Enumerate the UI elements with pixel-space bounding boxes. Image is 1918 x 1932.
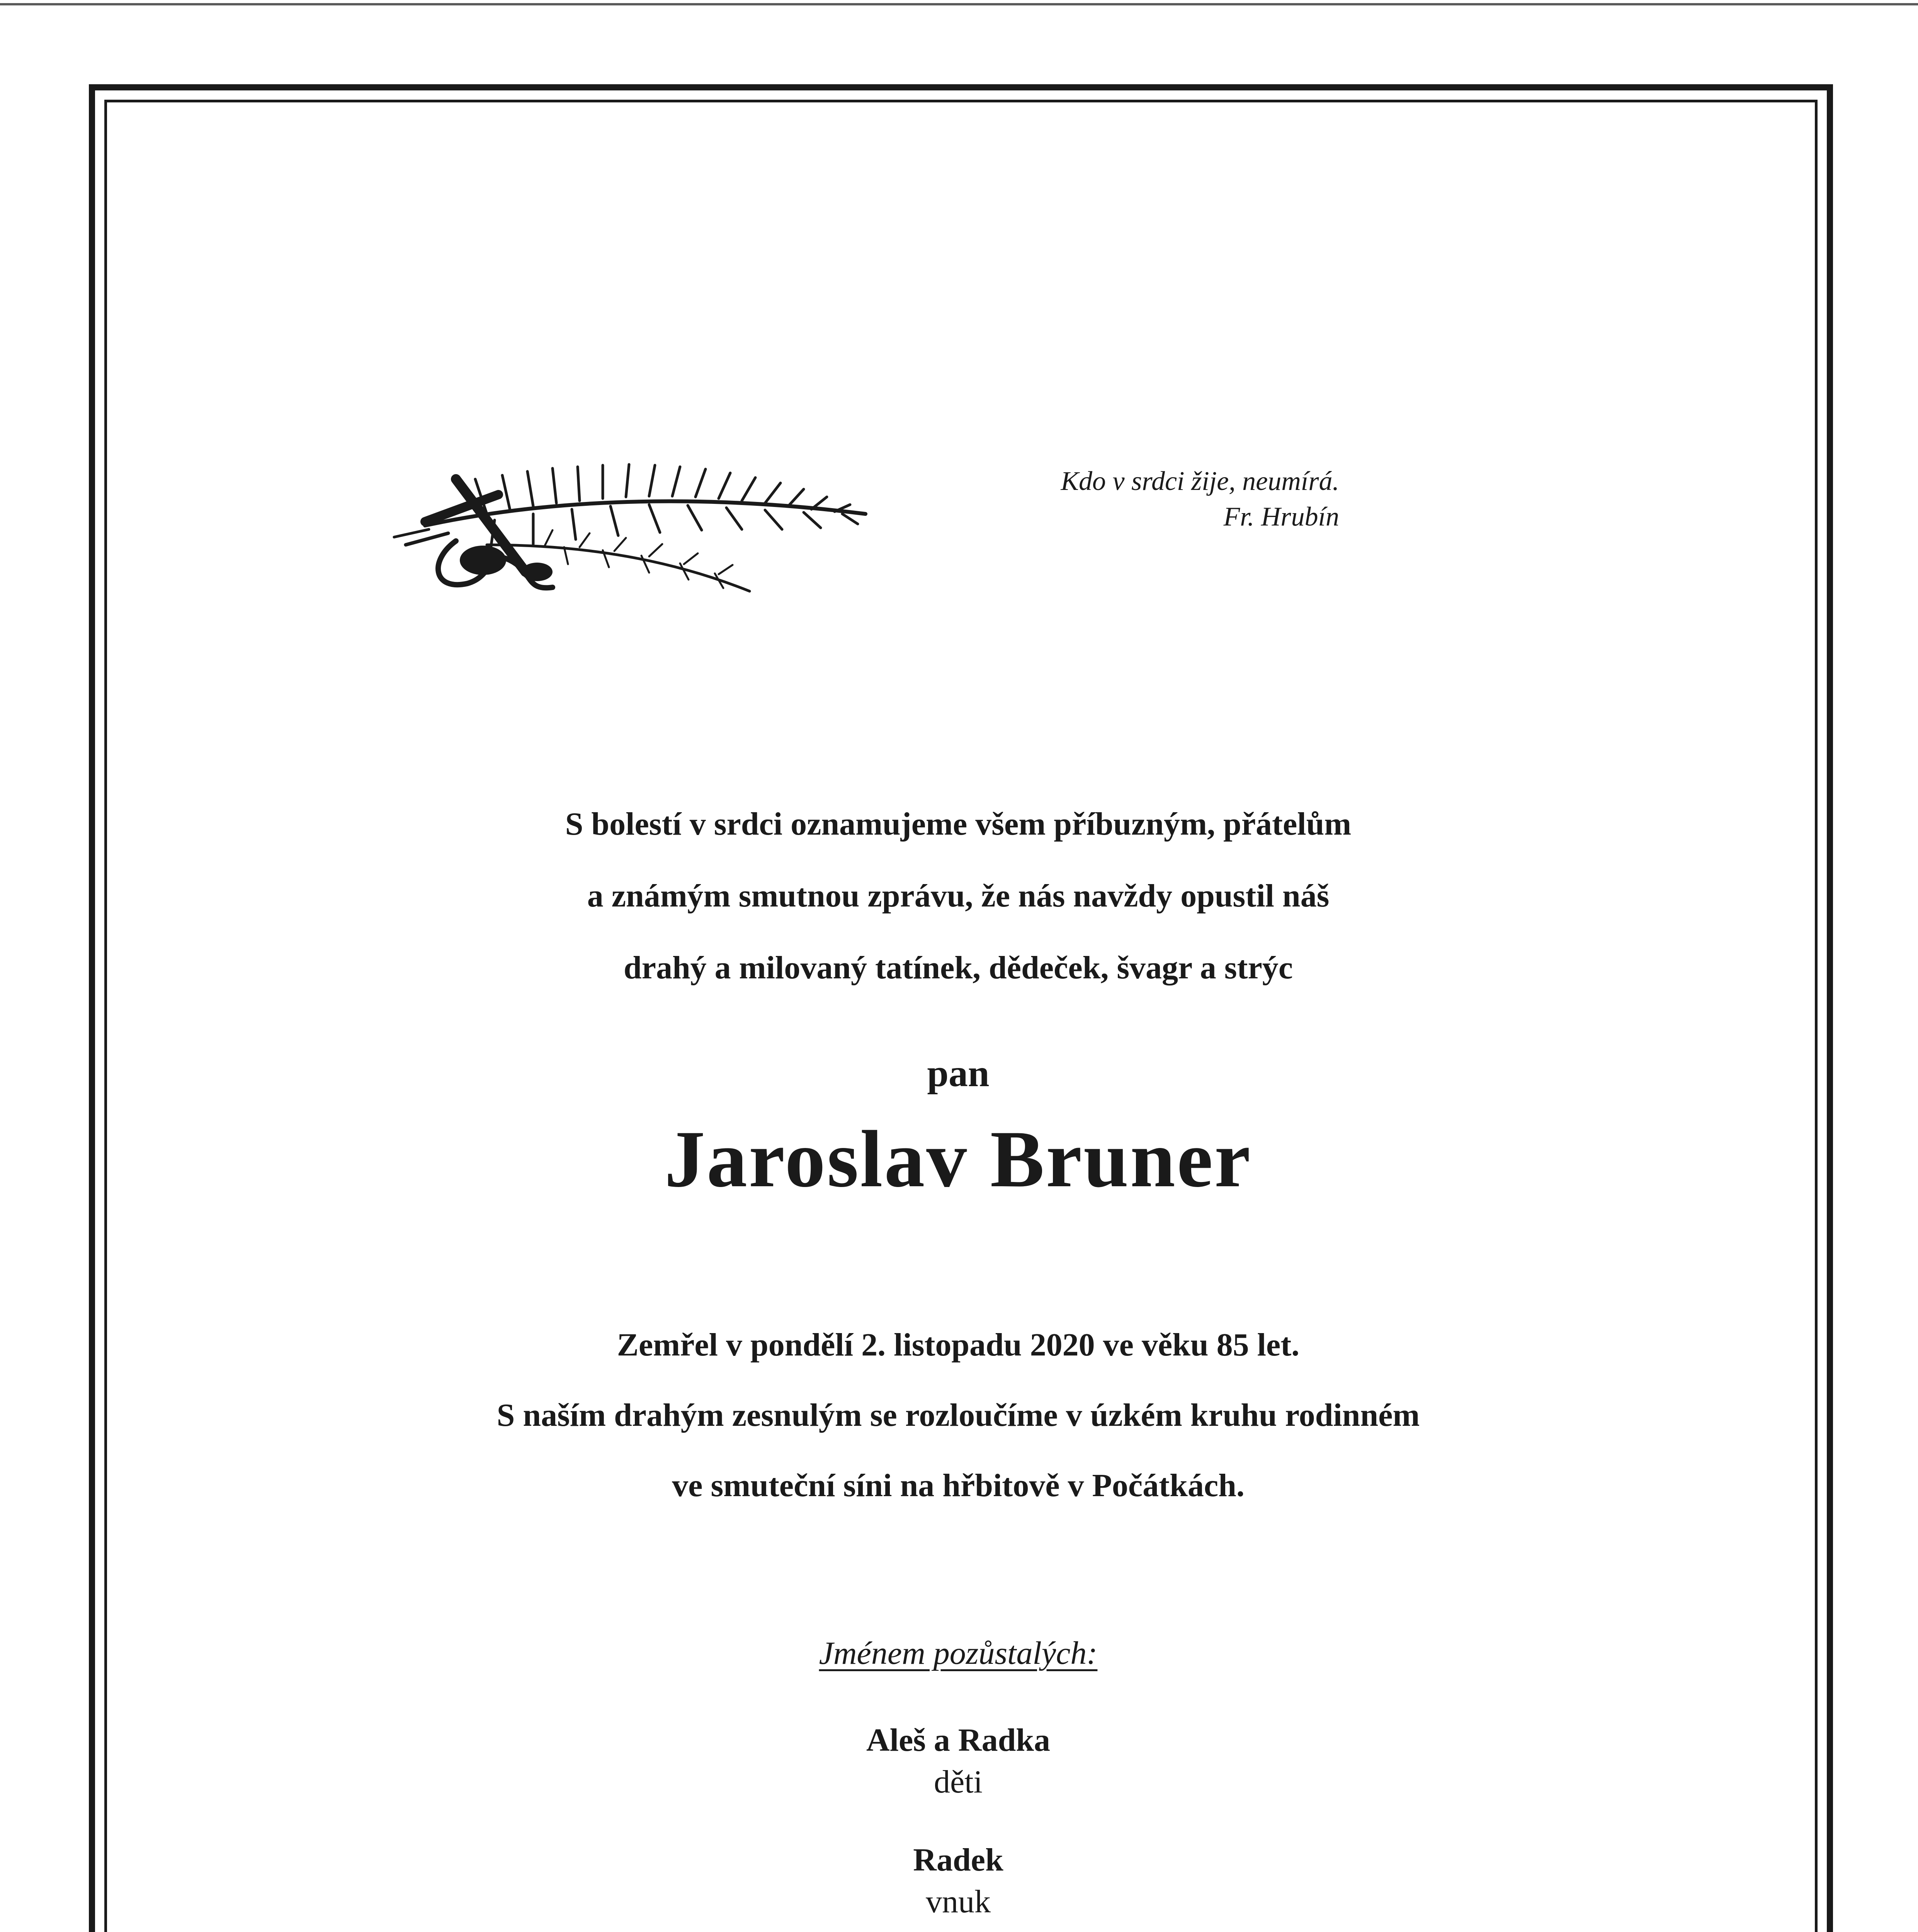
cross-palm-branch-icon <box>371 444 881 607</box>
death-info-line: Zemřel v pondělí 2. listopadu 2020 ve věku 85 let. <box>617 1327 1300 1363</box>
top-scan-rule <box>0 3 1918 5</box>
mourner-group <box>270 1719 1646 1803</box>
deceased-name: Jaroslav Bruner <box>664 1114 1252 1204</box>
mourner-relation: děti <box>934 1764 983 1800</box>
announcement-line: a známým smutnou zprávu, že nás navždy opustil náš <box>587 878 1330 914</box>
motto-author: Fr. Hrubín <box>1223 502 1339 532</box>
mourners-heading-text: Jménem pozůstalých: <box>819 1635 1098 1671</box>
death-info <box>232 1310 1685 1521</box>
mourner-name: Radek <box>913 1842 1003 1878</box>
announcement-text <box>270 788 1646 1004</box>
announcement-line: drahý a milovaný tatínek, dědeček, švagr a strýc <box>623 950 1293 986</box>
motto-quote-block <box>966 464 1352 535</box>
salutation: pan <box>927 1052 990 1095</box>
announcement-line: S bolestí v srdci oznamujeme všem příbuzným, přátelům <box>565 806 1352 842</box>
motto-quote: Kdo v srdci žije, neumírá. <box>1061 466 1339 496</box>
mourner-group <box>270 1839 1646 1923</box>
death-info-line: S naším drahým zesnulým se rozloučíme v úzkém kruhu rodinném <box>497 1397 1420 1433</box>
mourners-heading <box>270 1634 1646 1672</box>
mourner-name: Aleš a Radka <box>866 1722 1051 1758</box>
mourner-relation: vnuk <box>926 1884 991 1920</box>
death-info-line: ve smuteční síni na hřbitově v Počátkách. <box>672 1468 1245 1503</box>
